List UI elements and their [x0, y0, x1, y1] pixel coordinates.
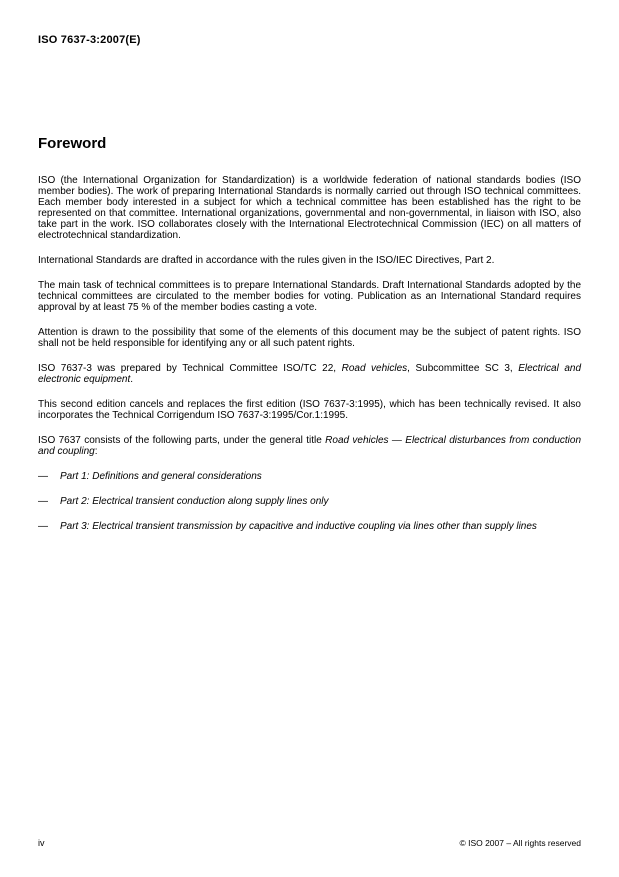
list-item-text: Part 1: Definitions and general considerations — [60, 471, 262, 482]
page-number: iv — [38, 838, 45, 848]
paragraph-parts-intro — [38, 435, 581, 457]
text-run: . — [130, 374, 134, 385]
page-header — [38, 30, 581, 48]
paragraph-patent-rights: Attention is drawn to the possibility that some of the elements of this document may be the subject of patent rights. ISO shall not be held responsible for identifying any or all such patent rights. — [38, 327, 581, 349]
copyright-notice: © ISO 2007 – All rights reserved — [459, 838, 581, 848]
text-run-italic: Road vehicles — [341, 363, 408, 374]
em-dash: — — [38, 521, 48, 532]
list-item-part3 — [38, 521, 581, 532]
paragraph-directives: International Standards are drafted in accordance with the rules given in the ISO/IEC Directives, Part 2. — [38, 255, 495, 266]
text-run: , Subcommittee SC 3, — [407, 363, 519, 374]
text-run-italic: Electrical and electronic equipment — [38, 363, 581, 385]
list-item-part2 — [38, 496, 581, 507]
paragraph-second-edition: This second edition cancels and replaces the first edition (ISO 7637-3:1995), which has been technically revised. It also incorporates the Technical Corrigendum ISO 7637-3:1995/Cor.1:1995. — [38, 399, 581, 421]
em-dash: — — [38, 496, 48, 507]
page-footer — [38, 838, 581, 848]
text-run: ISO 7637 consists of the following parts, under the general title — [38, 435, 326, 446]
text-run: ISO 7637-3 was prepared by Technical Committee ISO/TC 22, — [38, 363, 342, 374]
parts-list — [38, 471, 581, 532]
paragraph-iso-federation: ISO (the International Organization for Standardization) is a worldwide federation of national standards bodies (ISO member bodies). The work of preparing International Standards is normally carried out through ISO technical committees. Each member body interested in a subject for which a technical committee has been established has the right to be represented on that committee. International organizations, governmental and non-governmental, in liaison with ISO, also take part in the work. ISO collaborates closely with the International Electrotechnical Commission (IEC) on all matters of electrotechnical standardization. — [38, 175, 581, 241]
text-run: : — [94, 446, 98, 457]
list-item-part1 — [38, 471, 581, 482]
em-dash: — — [38, 471, 48, 482]
page-title: Foreword — [38, 135, 107, 152]
list-item-text: Part 3: Electrical transient transmission by capacitive and inductive coupling via lines other than supply lines — [60, 521, 537, 532]
list-item-text: Part 2: Electrical transient conduction along supply lines only — [60, 496, 329, 507]
paragraph-main-task: The main task of technical committees is to prepare International Standards. Draft International Standards adopted by the technical committees are circulated to the member bodies for voting. Publication as an International Standard requires approval by at least 75 % of the member bodies casting a vote. — [38, 280, 581, 313]
doc-number: ISO 7637-3:2007(E) — [38, 34, 141, 46]
text-run-italic: Road vehicles — Electrical disturbances from conduction and coupling — [38, 435, 582, 457]
paragraph-committee — [38, 363, 581, 385]
